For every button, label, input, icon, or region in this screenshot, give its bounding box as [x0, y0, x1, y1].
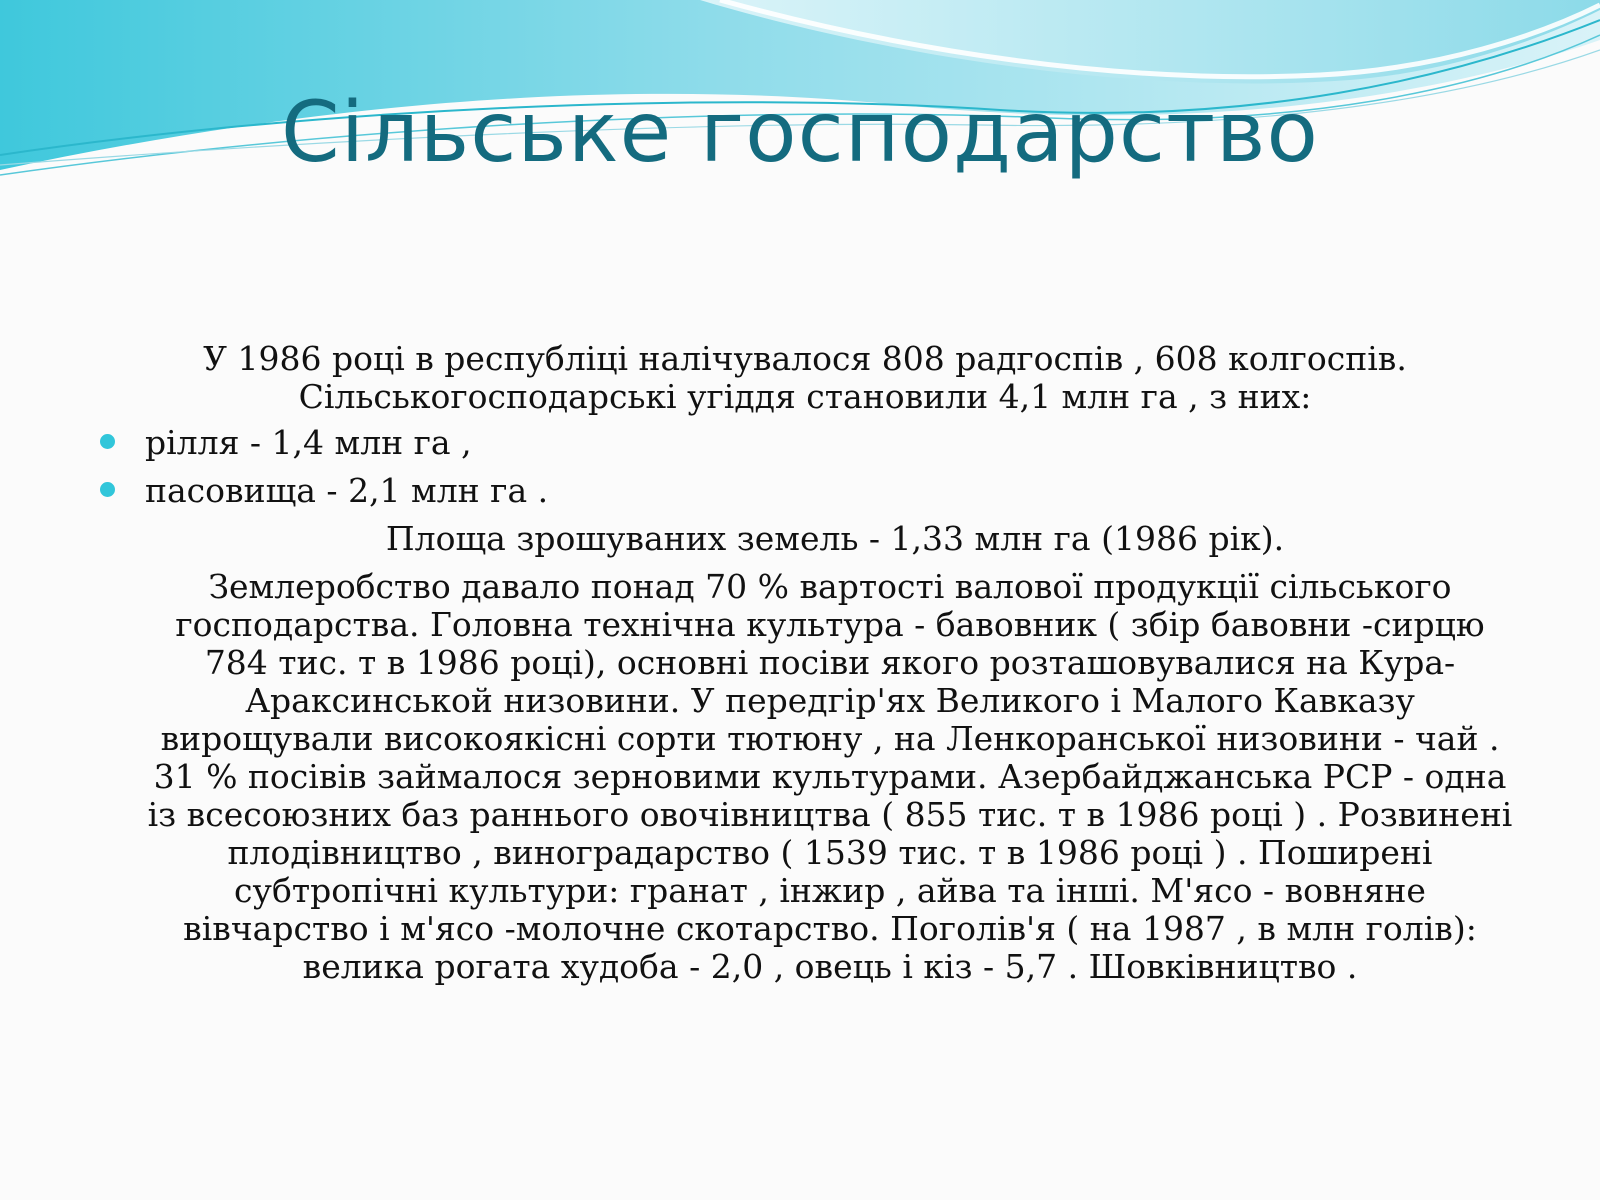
intro-paragraph: У 1986 році в республіці налічувалося 808 радгоспів , 608 колгоспів. Сільськогосподарські угіддя становили 4,1 млн га , з них: — [203, 339, 1407, 416]
main-paragraph: Землеробство давало понад 70 % вартості валової продукції сільського господарства. Головна технічна культура - бавовник ( збір бавовни -сирцю 784 тис. т в 1986 році), основні посіви якого розташовувалися на Кура-Араксинськой низовини. У передгір'ях Великого і Малого Кавказу вирощували високоякісні сорти тютюну , на Ленкоранської низовини - чай . 31 % посівів займалося зерновими культурами. Азербайджанська РСР - одна із всесоюзних баз раннього овочівництва ( 855 тис. т в 1986 році ) . Розвинені плодівництво , виноградарство ( 1539 тис. т в 1986 році ) . Поширені субтропічні культури: гранат , інжир , айва та інші. М'ясо - вовняне вівчарство і м'ясо -молочне скотарство. Поголів'я ( на 1987 , в млн голів): велика рогата худоба - 2,0 , овець і кіз - 5,7 . Шовківництво . — [147, 567, 1513, 986]
bullet-icon — [100, 482, 115, 497]
slide-title: Сільське господарство — [281, 83, 1319, 181]
land-use-list — [95, 424, 1515, 510]
bullet-icon — [100, 434, 115, 449]
irrigation-paragraph: Площа зрошуваних земель - 1,33 млн га (1986 рік). — [385, 519, 1285, 558]
slide-body — [95, 340, 1515, 986]
list-item-text: рілля - 1,4 млн га , — [145, 423, 472, 462]
list-item — [95, 424, 1515, 462]
list-item-text: пасовища - 2,1 млн га . — [145, 471, 549, 510]
list-item — [95, 472, 1515, 510]
